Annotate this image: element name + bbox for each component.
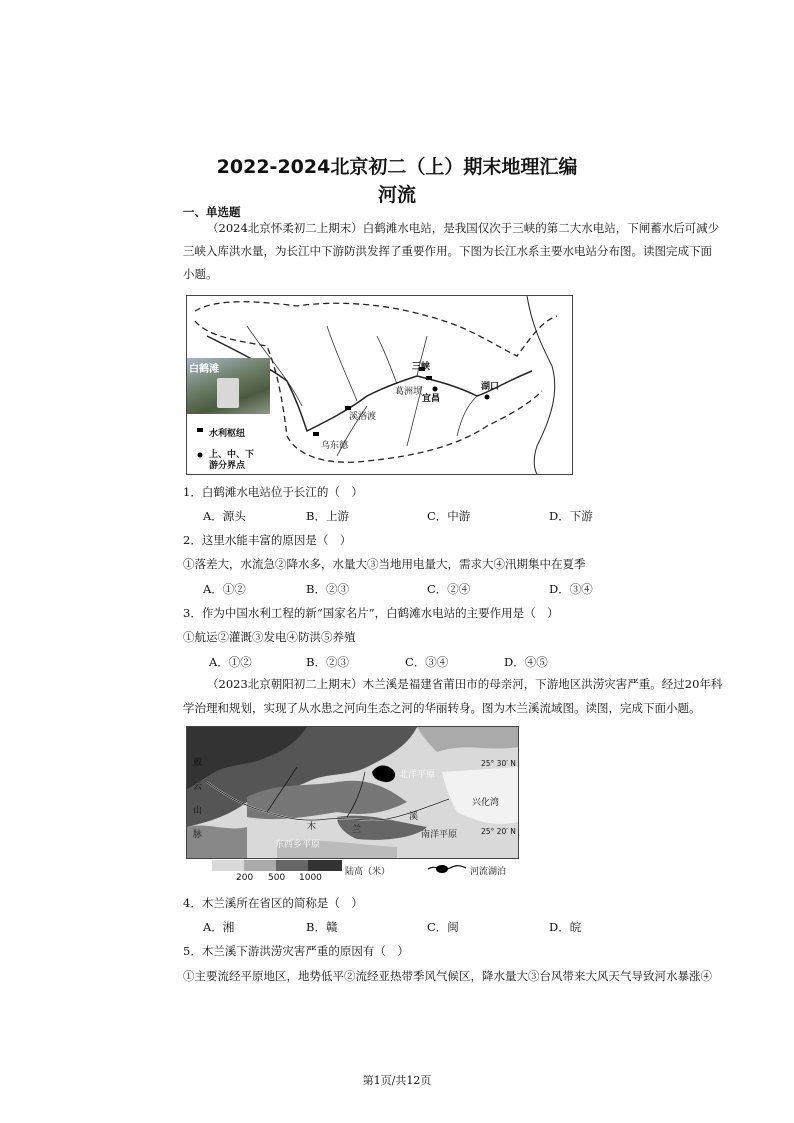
question-3: 3．作为中国水利工程的新“国家名片”，白鹤滩水电站的主要作用是（ ） — [183, 606, 559, 620]
yangtze-map — [186, 295, 573, 475]
river-char-1: 木 — [307, 822, 317, 832]
legend-elevation-label: 陆高（米） — [345, 867, 391, 877]
label-wudongde: 乌东德 — [321, 441, 349, 451]
intro2-line1: （2023北京朝阳初二上期末）木兰溪是福建省莆田市的母亲河，下游地区洪涝灾害严重。经过20年科 — [207, 677, 723, 691]
label-hukou: 湖口 — [481, 382, 500, 392]
question-2-statements: ①落差大，水流急②降水多，水量大③当地用电量大，需求大④汛期集中在夏季 — [183, 557, 586, 571]
mountain-char-3: 山 — [193, 806, 203, 816]
question-4: 4．木兰溪所在省区的简称是（ ） — [183, 896, 363, 910]
legend-river-label: 河流湖泊 — [470, 867, 507, 877]
question-5-statements: ①主要流经平原地区，地势低平②流经亚热带季风气候区，降水量大③台风带来大风天气导致河水暴涨④ — [183, 969, 712, 983]
q3-option-c[interactable]: C．③④ — [405, 655, 449, 669]
q2-option-b[interactable]: B．②③ — [306, 582, 349, 596]
river-char-2: 兰 — [352, 825, 362, 835]
mulanxi-map — [186, 726, 519, 859]
q2-option-a[interactable]: A．①② — [203, 582, 246, 596]
question-1: 1．白鹤滩水电站位于长江的（ ） — [183, 485, 363, 499]
intro1-line1: （2024北京怀柔初二上期末）白鹤滩水电站，是我国仅次于三峡的第二大水电站，下闸蓄水后可减少 — [207, 221, 720, 235]
label-xinghua-bay: 兴化湾 — [472, 798, 500, 808]
mountain-char-2: 云 — [193, 782, 203, 792]
q4-option-c[interactable]: C．闽 — [427, 920, 459, 934]
legend-value-500: 500 — [268, 873, 286, 883]
question-5: 5．木兰溪下游洪涝灾害严重的原因有（ ） — [183, 944, 409, 958]
q1-option-c[interactable]: C．中游 — [427, 509, 471, 523]
legend-value-200: 200 — [236, 873, 254, 883]
legend-point-label-1: 上、中、下 — [209, 450, 255, 460]
river-lake-legend-icon — [428, 860, 468, 876]
mountain-char-4: 脉 — [193, 830, 203, 840]
q1-option-b[interactable]: B．上游 — [306, 509, 349, 523]
question-2: 2．这里水能丰富的原因是（ ） — [183, 533, 352, 547]
q3-option-b[interactable]: B．②③ — [306, 655, 349, 669]
q3-option-d[interactable]: D．④⑤ — [504, 655, 548, 669]
label-dongxixiang-plain: 东西乡平原 — [275, 840, 321, 850]
section-heading: 一、单选题 — [183, 205, 241, 219]
intro1-line2: 三峡入库洪水量，为长江中下游防洪发挥了重要作用。下图为长江水系主要水电站分布图。读图完成下面 — [183, 244, 712, 258]
legend-dam-label: 水利枢纽 — [209, 429, 246, 439]
label-beiyang-plain: 北洋平原 — [399, 770, 436, 780]
q2-option-d[interactable]: D．③④ — [549, 582, 593, 596]
legend-point-label-2: 游分界点 — [209, 461, 246, 471]
label-gezhouba: 葛洲坝 — [395, 387, 423, 397]
label-xiluodu: 溪洛渡 — [349, 412, 377, 422]
document-title: 2022-2024北京初二（上）期末地理汇编 — [216, 156, 578, 178]
latitude-25-20: 25° 20′ N — [481, 827, 516, 836]
question-3-statements: ①航运②灌溉③发电④防洪⑤养殖 — [183, 630, 356, 644]
page-footer: 第1页/共12页 — [362, 1074, 432, 1087]
label-nanyang-plain: 南洋平原 — [421, 830, 458, 840]
q3-option-a[interactable]: A．①② — [209, 655, 252, 669]
mulanxi-map-drawing — [187, 727, 518, 858]
intro1-line3: 小题。 — [183, 267, 218, 281]
latitude-25-30: 25° 30′ N — [481, 759, 516, 768]
baihetan-photo — [187, 358, 270, 414]
document-subtitle: 河流 — [377, 184, 416, 206]
q4-option-a[interactable]: A．湘 — [203, 920, 235, 934]
q1-option-a[interactable]: A．源头 — [203, 509, 246, 523]
q4-option-b[interactable]: B．赣 — [306, 920, 338, 934]
photo-label: 白鹤滩 — [189, 364, 219, 375]
label-yichang: 宜昌 — [422, 394, 441, 404]
q1-option-d[interactable]: D．下游 — [549, 509, 593, 523]
intro2-line2: 学治理和规划，实现了从水患之河向生态之河的华丽转身。图为木兰溪流域图。读图，完成下面小题。 — [183, 701, 701, 715]
label-sanxia: 三峡 — [412, 362, 431, 372]
elevation-legend-bar — [212, 860, 342, 871]
mountain-char-1: 戴 — [193, 758, 203, 768]
legend-value-1000: 1000 — [299, 873, 322, 883]
q4-option-d[interactable]: D．皖 — [549, 920, 582, 934]
river-char-3: 溪 — [409, 812, 419, 822]
q2-option-c[interactable]: C．②④ — [427, 582, 471, 596]
